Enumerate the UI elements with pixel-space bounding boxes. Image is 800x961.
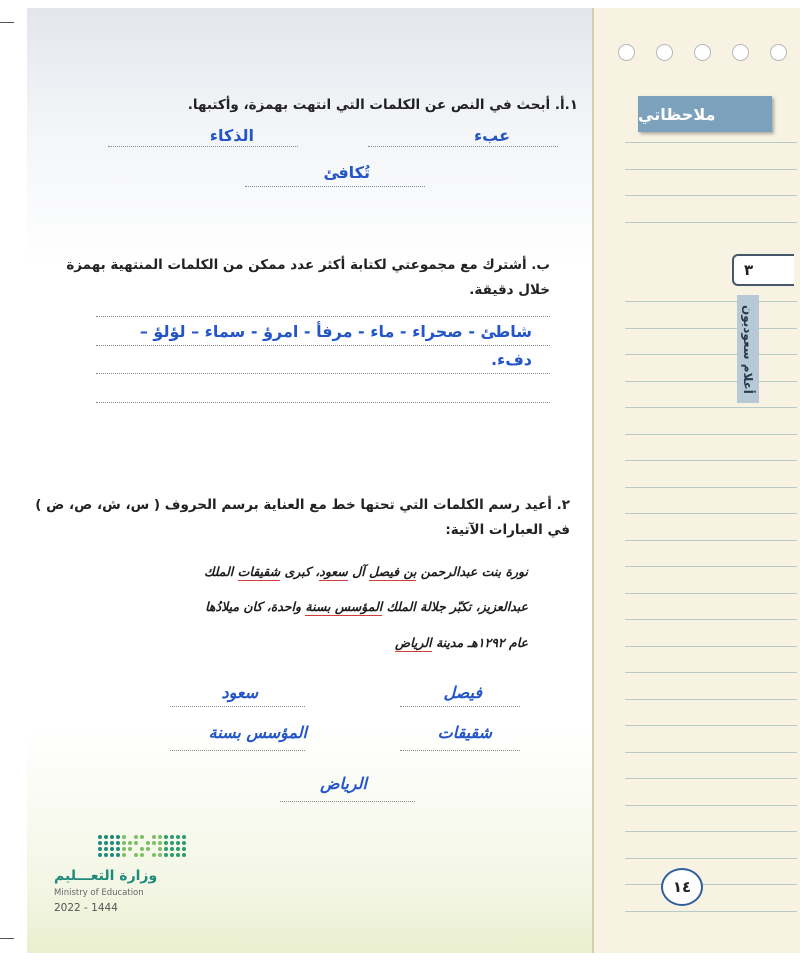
answer-line bbox=[96, 345, 550, 346]
worksheet-page bbox=[27, 8, 592, 953]
quote-text: عام ١٢٩٢هـ مدينة bbox=[431, 635, 528, 650]
logo-dot bbox=[182, 853, 186, 857]
notes-rule-line bbox=[625, 142, 797, 143]
answer-line bbox=[96, 402, 550, 403]
logo-dot bbox=[152, 853, 156, 857]
notes-rule-line bbox=[625, 487, 797, 488]
notes-tab-label: ملاحظاتي bbox=[638, 104, 716, 124]
answer-line bbox=[245, 186, 425, 187]
notes-rule-line bbox=[625, 646, 797, 647]
notes-rule-line bbox=[625, 805, 797, 806]
q1a-answer-2: الذكاء bbox=[209, 126, 254, 145]
answer-line bbox=[96, 373, 550, 374]
logo-dot bbox=[116, 835, 120, 839]
logo-dot bbox=[158, 841, 162, 845]
ministry-logo-icon bbox=[98, 835, 190, 857]
logo-dot bbox=[122, 853, 126, 857]
answer-line bbox=[280, 801, 415, 802]
logo-dot bbox=[134, 835, 138, 839]
ministry-name-arabic: وزارة التعـــليم bbox=[54, 868, 158, 884]
logo-dot bbox=[182, 835, 186, 839]
logo-dot bbox=[170, 847, 174, 851]
q1b-prompt-line1: ب. أشترك مع مجموعتي لكتابة أكثر عدد ممكن من الكلمات المنتهية بهمزة bbox=[66, 257, 550, 273]
q2-answer-saud: سعود bbox=[221, 683, 258, 702]
logo-dot bbox=[140, 847, 144, 851]
logo-dot bbox=[122, 835, 126, 839]
logo-dot bbox=[128, 847, 132, 851]
logo-dot bbox=[98, 841, 102, 845]
page-number-text: ١٤ bbox=[672, 878, 692, 896]
quote-underlined-word: بن فيصل bbox=[369, 564, 417, 579]
q2-answer-shaqiqat: شقيقات bbox=[437, 723, 492, 742]
binder-hole bbox=[770, 44, 787, 61]
binder-hole bbox=[732, 44, 749, 61]
q2-answer-riyadh: الرياض bbox=[320, 774, 367, 793]
quote-underlined-word: سعود bbox=[319, 564, 348, 579]
notes-rule-line bbox=[625, 354, 797, 355]
logo-dot bbox=[140, 835, 144, 839]
notes-rule-line bbox=[625, 540, 797, 541]
quote-text: عبدالعزيز، تكبّر جلالة الملك bbox=[382, 599, 528, 614]
logo-dot bbox=[152, 835, 156, 839]
q1b-answer-line2: دفء. bbox=[490, 350, 532, 369]
q1a-answer-1: عبء bbox=[473, 126, 510, 145]
notes-rule-line bbox=[625, 513, 797, 514]
notes-rule-line bbox=[625, 619, 797, 620]
logo-dot bbox=[164, 853, 168, 857]
logo-dot bbox=[176, 853, 180, 857]
logo-dot bbox=[140, 853, 144, 857]
notes-rule-line bbox=[625, 195, 797, 196]
logo-dot bbox=[182, 847, 186, 851]
q2-prompt-line1: ٢. أعيد رسم الكلمات التي تحتها خط مع العناية برسم الحروف ( س، ش، ص، ض ) bbox=[35, 497, 570, 513]
quote-text: ، كبرى bbox=[280, 564, 320, 579]
logo-dot bbox=[104, 853, 108, 857]
quote-text: نورة بنت عبدالرحمن bbox=[416, 564, 528, 579]
notes-rule-line bbox=[625, 752, 797, 753]
logo-dot bbox=[110, 853, 114, 857]
notes-rule-line bbox=[625, 222, 797, 223]
logo-dot bbox=[158, 835, 162, 839]
notes-rule-line bbox=[625, 593, 797, 594]
notes-column bbox=[592, 8, 800, 953]
logo-dot bbox=[116, 841, 120, 845]
notes-rule-line bbox=[625, 725, 797, 726]
notes-rule-line bbox=[625, 566, 797, 567]
q2-answer-faisal: فيصل bbox=[443, 683, 482, 702]
logo-dot bbox=[134, 853, 138, 857]
answer-line bbox=[400, 706, 520, 707]
logo-dot bbox=[122, 841, 126, 845]
logo-dot bbox=[146, 847, 150, 851]
q1a-prompt: ١.أ. أبحث في النص عن الكلمات التي انتهت بهمزة، وأكتبها. bbox=[187, 97, 578, 113]
logo-dot bbox=[134, 841, 138, 845]
q1b-answer-line1: شاطئ - صحراء - ماء - مرفأ - امرؤ - سماء – لؤلؤ – bbox=[139, 322, 532, 341]
logo-dot bbox=[158, 847, 162, 851]
unit-title: أعلام سعوديون bbox=[741, 304, 755, 394]
answer-line bbox=[170, 750, 305, 751]
logo-dot bbox=[104, 847, 108, 851]
answer-line bbox=[96, 316, 550, 317]
notes-rule-line bbox=[625, 831, 797, 832]
q1a-answer-3: تُكافئ bbox=[323, 163, 370, 182]
notes-rule-line bbox=[625, 434, 797, 435]
logo-dot bbox=[116, 847, 120, 851]
logo-dot bbox=[170, 835, 174, 839]
answer-line bbox=[400, 750, 520, 751]
logo-dot bbox=[176, 841, 180, 845]
quote-underlined-word: شقيقات bbox=[237, 564, 281, 579]
notes-rule-line bbox=[625, 858, 797, 859]
logo-dot bbox=[152, 841, 156, 845]
quote-text: آل bbox=[347, 564, 370, 579]
binder-hole bbox=[618, 44, 635, 61]
logo-dot bbox=[176, 835, 180, 839]
notes-rule-line bbox=[625, 884, 797, 885]
logo-dot bbox=[122, 847, 126, 851]
q1b-prompt-line2: خلال دقيقة. bbox=[469, 282, 550, 298]
answer-line bbox=[368, 146, 558, 147]
notes-rule-line bbox=[625, 672, 797, 673]
quote-underlined-word: الرياض bbox=[395, 635, 432, 650]
notes-rule-line bbox=[625, 407, 797, 408]
binder-hole bbox=[694, 44, 711, 61]
logo-dot bbox=[128, 841, 132, 845]
notes-rule-line bbox=[625, 699, 797, 700]
logo-dot bbox=[104, 841, 108, 845]
logo-dot bbox=[170, 853, 174, 857]
notes-rule-line bbox=[625, 328, 797, 329]
logo-dot bbox=[110, 841, 114, 845]
q2-answer-muassis: المؤسس بسنة bbox=[208, 723, 307, 742]
logo-dot bbox=[158, 853, 162, 857]
page-number bbox=[661, 868, 703, 906]
crop-mark bbox=[0, 22, 14, 23]
q2-prompt-line2: في العبارات الآتية: bbox=[445, 522, 570, 538]
logo-dot bbox=[164, 841, 168, 845]
quote-line-2 bbox=[205, 599, 528, 614]
notes-rule-line bbox=[625, 911, 797, 912]
notes-rule-line bbox=[625, 169, 797, 170]
quote-line-3 bbox=[395, 635, 528, 650]
quote-text: واحدة، كان ميلادُها bbox=[205, 599, 306, 614]
logo-dot bbox=[110, 835, 114, 839]
unit-number: ٣ bbox=[744, 261, 754, 279]
logo-dot bbox=[98, 847, 102, 851]
notes-rule-line bbox=[625, 460, 797, 461]
notes-rule-line bbox=[625, 778, 797, 779]
edition-year: 2022 - 1444 bbox=[54, 902, 118, 914]
logo-dot bbox=[146, 841, 150, 845]
quote-text: الملك bbox=[204, 564, 238, 579]
logo-dot bbox=[98, 835, 102, 839]
notes-tab bbox=[638, 96, 772, 132]
binder-hole bbox=[656, 44, 673, 61]
notes-rule-line bbox=[625, 301, 797, 302]
crop-mark bbox=[0, 938, 14, 939]
logo-dot bbox=[182, 841, 186, 845]
logo-dot bbox=[98, 853, 102, 857]
logo-dot bbox=[176, 847, 180, 851]
quote-underlined-word: المؤسس بسنة bbox=[305, 599, 383, 614]
quote-line-1 bbox=[204, 564, 528, 579]
unit-number-box bbox=[732, 254, 794, 286]
logo-dot bbox=[110, 847, 114, 851]
logo-dot bbox=[164, 835, 168, 839]
logo-dot bbox=[116, 853, 120, 857]
logo-dot bbox=[170, 841, 174, 845]
answer-line bbox=[170, 706, 305, 707]
ministry-name-english: Ministry of Education bbox=[54, 888, 144, 898]
unit-title-ribbon bbox=[737, 295, 759, 403]
logo-dot bbox=[164, 847, 168, 851]
notes-rule-line bbox=[625, 381, 797, 382]
answer-line bbox=[108, 146, 298, 147]
binder-holes bbox=[612, 44, 800, 70]
logo-dot bbox=[104, 835, 108, 839]
